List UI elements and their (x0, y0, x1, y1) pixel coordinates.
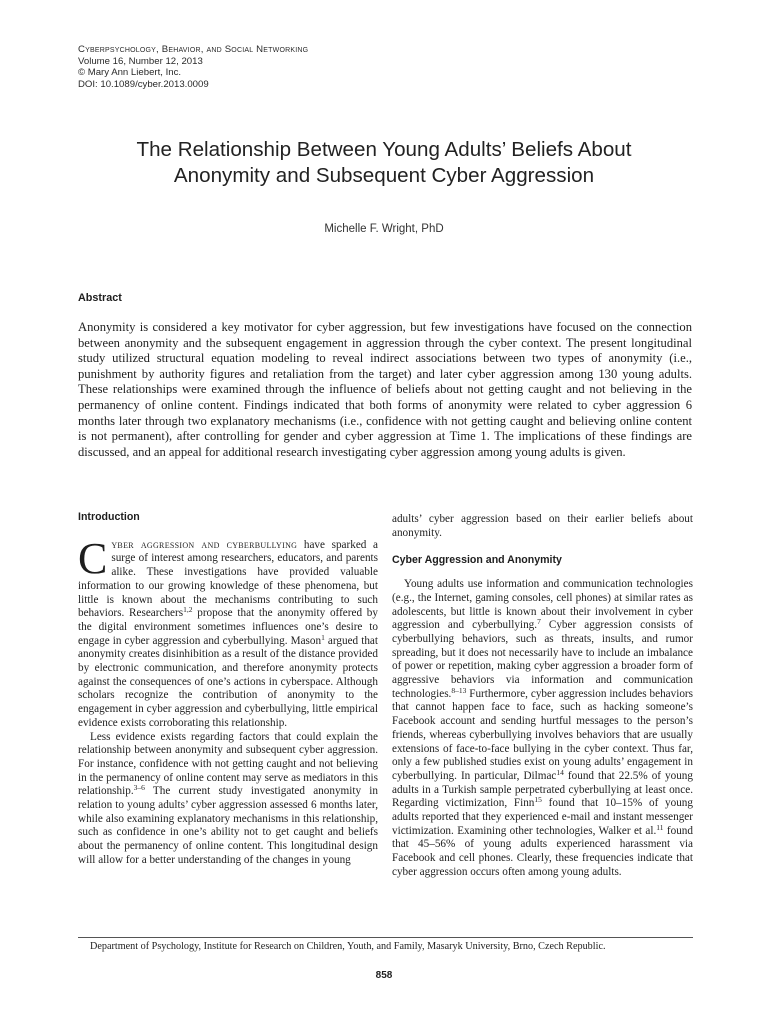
citation-ref: 1,2 (183, 605, 193, 615)
body-text: Furthermore, cyber aggression includes behaviors that cannot happen face to face, such as hacking someone’s Facebook account and sending hurtful messages to the person’s friends, whereas cyberbullying involves behaviors that are usually extensions of face-to-face bullying in the cyber context. Thus far, only a few published studies exist on young adults’ engagement in cyberbullying. In particular, Dilmac (392, 687, 693, 782)
journal-header (78, 44, 308, 90)
article-title-line-2: Anonymity and Subsequent Cyber Aggression (173, 164, 595, 187)
article-title (60, 137, 708, 189)
abstract-heading: Abstract (78, 292, 122, 304)
citation-ref: 14 (556, 767, 564, 777)
cyber-aggression-heading: Cyber Aggression and Anonymity (392, 554, 562, 567)
intro-text: propose that the anonymity offered by the digital environment sometimes influences one’s desire to engage in cyber aggression and cyberbullying. Mason (78, 607, 378, 647)
intro-paragraph-2 (78, 731, 378, 868)
intro-text: Less evidence exists regarding factors that could explain the relationship between anonymity and subsequent cyber aggression. For instance, confidence with not getting caught and not believing in the permanency of online content may serve as mediators in this relationship. (78, 730, 378, 798)
citation-ref: 8–13 (451, 685, 467, 695)
drop-cap: C (78, 533, 108, 583)
body-text: Young adults use information and communication technologies (e.g., the Internet, gaming consoles, cell phones) at similar rates as adolescents, but little is known about their involvement in cyber aggression and cyberbullying. (392, 578, 693, 632)
body-text: found that 22.5% of young adults in a Turkish sample perpetrated cyberbullying at least once. Regarding victimization, Finn (392, 769, 693, 810)
page-number: 858 (375, 970, 393, 981)
journal-name: Cyberpsychology, Behavior, and Social Networking (78, 44, 309, 55)
intro-continuation: adults’ cyber aggression based on their earlier beliefs about anonymity. (392, 513, 693, 539)
left-column (78, 511, 378, 868)
journal-doi: DOI: 10.1089/cyber.2013.0009 (78, 78, 209, 90)
citation-ref: 15 (534, 795, 542, 805)
citation-ref: 11 (656, 822, 664, 832)
citation-ref: 1 (321, 632, 325, 642)
intro-lead-smallcaps: yber aggression and cyberbullying (111, 538, 298, 551)
intro-text: argued that anonymity creates disinhibition as a result of the distance provided by electronic communication, and therefore anonymity protects against the consequences of one’s actions in cyberspace. Although scholars recognize the contribution of anonymity to the engagement in cyber aggression and cyberbullying, little empirical evidence exists corroborating this relationship. (78, 634, 378, 729)
author-affiliation: Department of Psychology, Institute for Research on Children, Youth, and Family, Masaryk University, Brno, Czech Republic. (90, 941, 606, 952)
right-column (392, 513, 693, 880)
intro-text: have sparked a surge of interest among researchers, educators, and parents alike. These investigations have provided valuable information to our growing knowledge of these phenomena, but little is known about the mechanisms contributing to such behaviors. Researchers (78, 538, 378, 620)
footer-divider (78, 937, 693, 938)
cyber-aggression-paragraph (392, 578, 693, 879)
body-text: found that 10–15% of young adults reported that they experienced e-mail and instant messenger victimization. Examining other technologies, Walker et al. (392, 797, 693, 837)
citation-ref: 3–6 (133, 783, 145, 793)
body-text: found that 45–56% of young adults experienced harassment via Facebook and cell phones. Clearly, these frequencies indicate that cyber aggression occurs often among young adults. (392, 824, 693, 878)
intro-text: The current study investigated anonymity in relation to young adults’ cyber aggression assessed 6 months later, while also examining explanatory mechanisms in this relationship, such as confidence in one’s ability not to get caught and beliefs about the permanency of online content. This longitudinal design will allow for a better understanding of the changes in young (78, 785, 378, 866)
abstract-text: Anonymity is considered a key motivator for cyber aggression, but few investigations have focused on the connection between anonymity and the subsequent engagement in aggression through the cyber context. The present longitudinal study utilized structural equation modeling to reveal indirect associations between two types of anonymity (i.e., punishment by authority figures and retaliation from the target) and later cyber aggression among 130 young adults. These relationships were examined through the influence of beliefs about not getting caught and not believing in the permanency of online content. Findings indicated that both forms of anonymity were related to cyber aggression 6 months later through two explanatory mechanisms (i.e., confidence with not getting caught and believing online content is not permanent), after controlling for gender and cyber aggression at Time 1. The implications of these findings are discussed, and an appeal for additional research investigating cyber aggression among young adults is given. (78, 320, 692, 459)
citation-ref: 7 (537, 617, 541, 627)
journal-volume: Volume 16, Number 12, 2013 (78, 55, 203, 67)
introduction-heading: Introduction (78, 511, 140, 523)
article-title-line-1: The Relationship Between Young Adults’ Beliefs About (136, 138, 632, 161)
intro-paragraph-1 (78, 533, 378, 731)
body-text: Cyber aggression consists of cyberbullying behaviors, such as threats, insults, and rumor spreading, but it does not necessarily have to include an imbalance of power or repetition, making cyber aggression a broader form of aggressive behaviors via information and communication technologies. (392, 619, 693, 700)
article-author: Michelle F. Wright, PhD (324, 223, 444, 235)
journal-copyright: © Mary Ann Liebert, Inc. (78, 67, 182, 79)
